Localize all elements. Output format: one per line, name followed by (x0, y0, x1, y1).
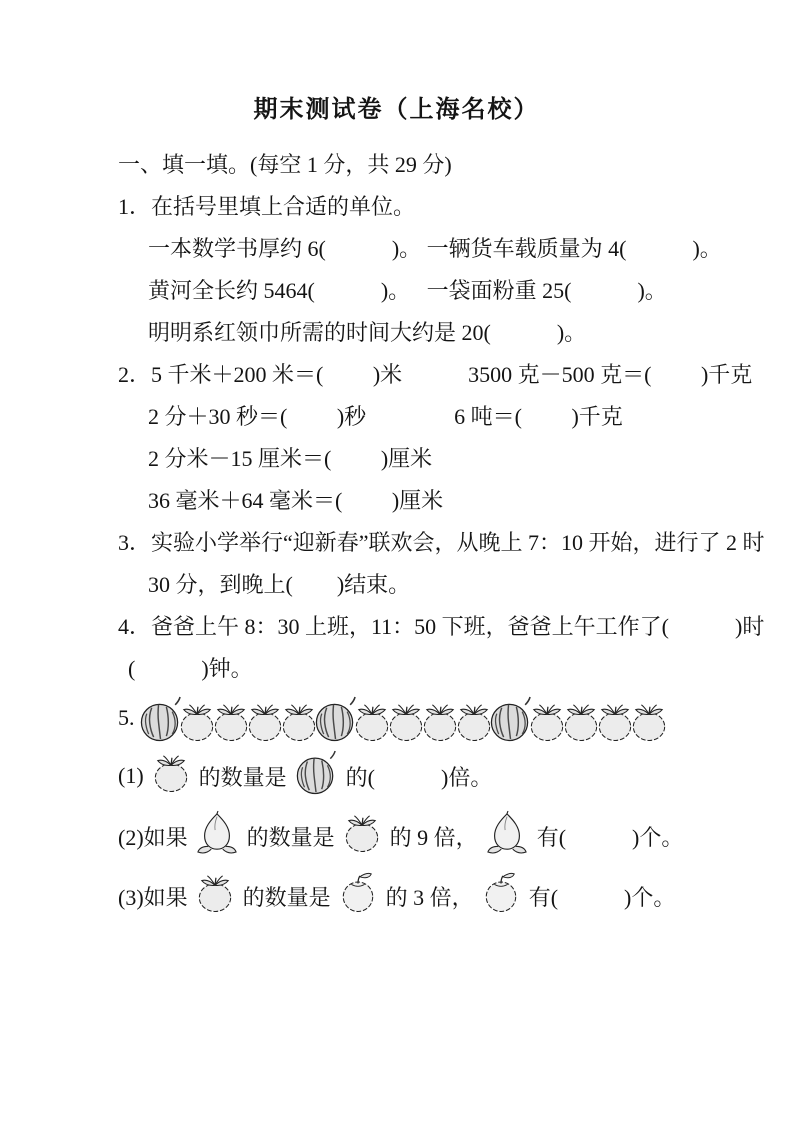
tomato-icon (246, 700, 284, 742)
tomato-icon (212, 700, 250, 742)
q1-line-1: 一本数学书厚约 6( )。 一辆货车载质量为 4( )。 (148, 236, 722, 261)
tomato-icon (562, 700, 600, 742)
q5-sub-1 (118, 746, 793, 806)
peach-icon (486, 809, 528, 855)
q5-sub1-text-2: 的( )倍。 (340, 764, 493, 790)
q5-sub2-text-1: 的数量是 (241, 824, 341, 850)
page-title: 期末测试卷（上海名校） (253, 97, 540, 123)
q2-line-2: 2 分＋30 秒＝( )秒 6 吨＝( )千克 (148, 404, 623, 429)
paper-content (0, 144, 793, 926)
tomato-icon (178, 700, 216, 742)
q1-stem: 1．在括号里填上合适的单位。 (118, 194, 416, 219)
q5-sub1-prefix: (1) (118, 763, 150, 788)
q1-line-2: 黄河全长约 5464( )。 一袋面粉重 25( )。 (148, 278, 667, 303)
apple-icon (482, 871, 520, 913)
q5-sub2-text-2: 的 9 倍， (384, 824, 484, 850)
tomato-icon (343, 811, 381, 853)
q1-line-3: 明明系红领巾所需的时间大约是 20( )。 (148, 320, 587, 345)
q5-sub3-text-2: 的 3 倍， (380, 884, 480, 910)
q2-line-3: 2 分米－15 厘米＝( )厘米 (148, 446, 433, 471)
tomato-icon (630, 700, 668, 742)
watermelon-icon (314, 695, 357, 742)
tomato-icon (387, 700, 425, 742)
q2-line-4: 36 毫米＋64 毫米＝( )厘米 (148, 488, 444, 513)
tomato-icon (196, 871, 234, 913)
q5-sub1-text-1: 的数量是 (193, 764, 293, 790)
q5-sub3-text-1: 的数量是 (237, 884, 337, 910)
watermelon-icon (295, 749, 337, 795)
q3-line-2: 30 分，到晚上( )结束。 (148, 572, 411, 597)
tomato-icon (152, 751, 190, 793)
tomato-icon (528, 700, 566, 742)
q5-sub2-prefix: (2)如果 (118, 824, 194, 850)
q5-sub3-prefix: (3)如果 (118, 884, 194, 910)
tomato-icon (353, 700, 391, 742)
q2-line-1: 2．5 千米＋200 米＝( )米 3500 克－500 克＝( )千克 (118, 362, 753, 387)
apple-icon (339, 871, 377, 913)
watermelon-icon (489, 695, 532, 742)
watermelon-icon (139, 695, 182, 742)
section-heading: 一、填一填。(每空 1 分，共 29 分) (118, 152, 452, 177)
q5-sub3-text-3: 有( )个。 (523, 884, 676, 910)
fruit-row (139, 695, 664, 742)
q3-line-1: 3．实验小学举行“迎新春”联欢会，从晚上 7：10 开始，进行了 2 时 (118, 530, 765, 555)
q5-fruit-row (118, 690, 793, 746)
peach-icon (196, 809, 238, 855)
q4-line-1: 4．爸爸上午 8：30 上班，11：50 下班，爸爸上午工作了( )时 (118, 614, 765, 639)
tomato-icon (421, 700, 459, 742)
q5-sub-2 (118, 806, 793, 866)
q5-sub-3 (118, 866, 793, 926)
q5-sub2-text-3: 有( )个。 (531, 824, 684, 850)
tomato-icon (596, 700, 634, 742)
q5-number: 5. (118, 705, 135, 730)
tomato-icon (455, 700, 493, 742)
q4-line-2: ( )钟。 (128, 656, 253, 681)
